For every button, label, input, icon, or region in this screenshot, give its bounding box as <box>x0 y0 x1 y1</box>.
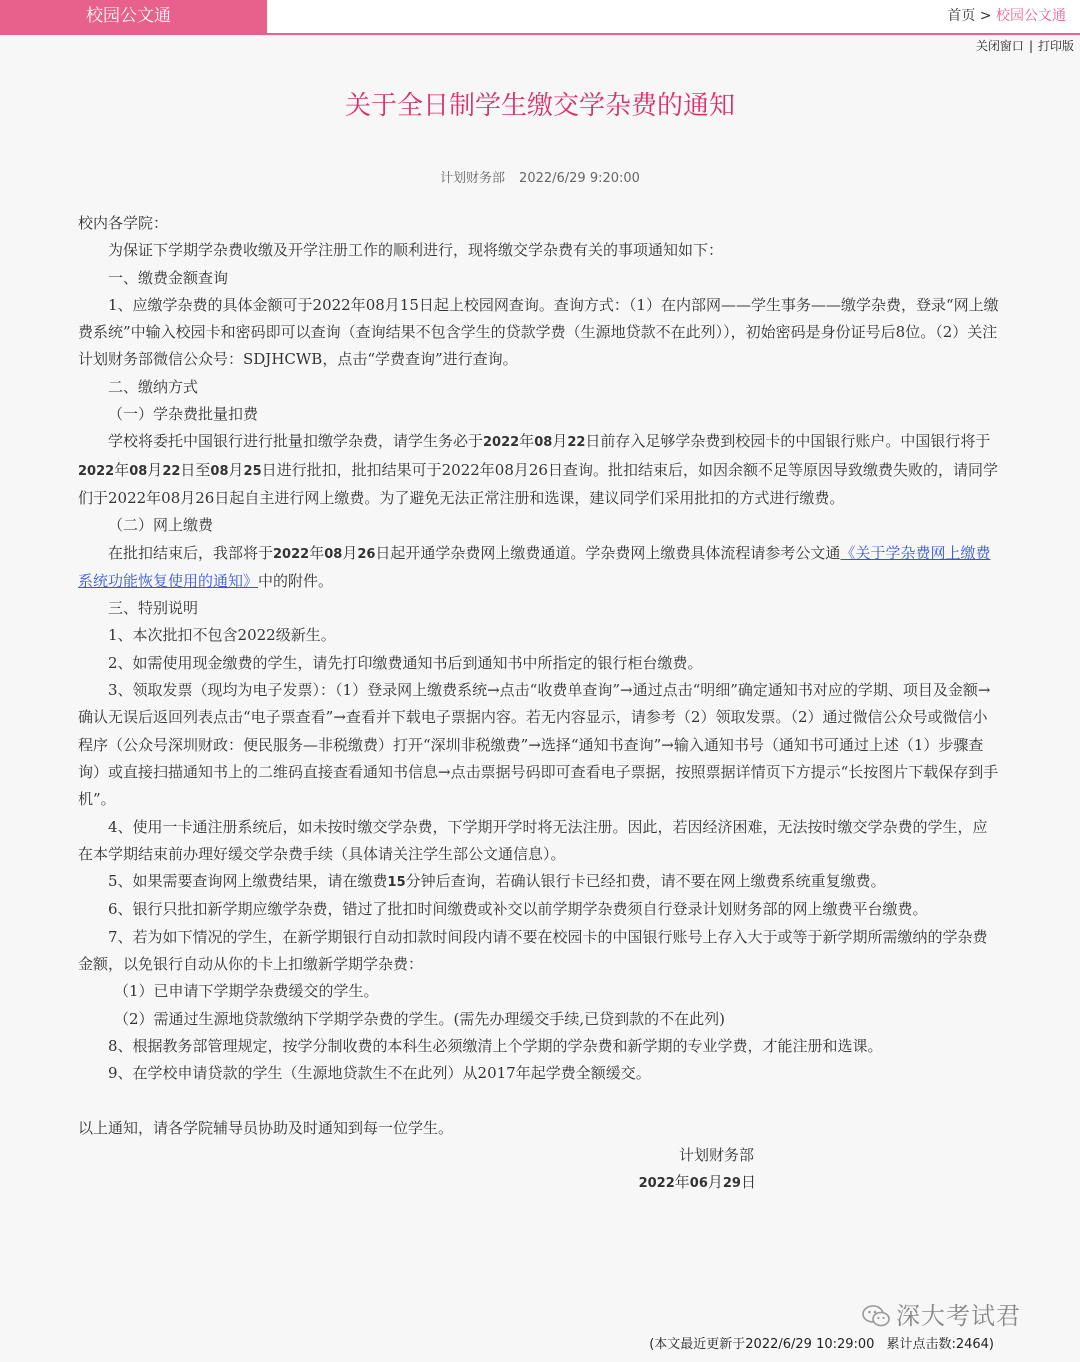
text: 年 <box>519 432 535 451</box>
tools-separator: | <box>1028 39 1033 53</box>
print-version-link[interactable]: 打印版 <box>1037 39 1074 53</box>
salutation: 校内各学院： <box>78 214 169 232</box>
breadcrumb-separator: > <box>975 8 996 24</box>
list-item: 6、银行只批扣新学期应缴学杂费，错过了批扣时间缴费或补交以前学期学杂费须自行登录计划财务部的网上缴费平台缴费。 <box>108 900 928 919</box>
bold-text: 2022 <box>483 435 520 451</box>
list-item <box>78 868 1000 896</box>
list-item: 7、若为如下情况的学生，在新学期银行自动扣款时间段内请不要在校园卡的中国银行账号上存入大于或等于新学期所需缴纳的学杂费金额，以免银行自动从你的卡上扣缴新学期学杂费： <box>78 927 988 974</box>
text: 分钟后查询，若确认银行卡已经扣费，请不要在网上缴费系统重复缴费。 <box>405 872 886 891</box>
text: 在批扣结束后，我部将于 <box>108 543 274 562</box>
list-item: 1、本次批扣不包含2022级新生。 <box>108 626 336 645</box>
list-item: 8、根据教务部管理规定，按学分制收费的本科生必须缴清上个学期的学杂费和新学期的专业学费，才能注册和选课。 <box>108 1036 883 1055</box>
publish-time: 2022/6/29 9:20:00 <box>519 171 640 186</box>
list-item: 3、领取发票（现均为电子发票）：（1）登录网上缴费系统→点击“收费单查询”→通过点击“明细”确定通知书对应的学期、项目及金额→确认无误后返回列表点击“电子票查看”→查看并下载电子票据内容。若无内容显示，请参考（2）领取发票。（2）通过微信公众号或微信小程序（公众号深圳财政：便民服务—非税缴费）打开“深圳非税缴费”→选择“通知书查询”→输入通知书号（通知书可通过上述（1）步骤查询）或直接扫描通知书上的二维码直接查看通知书信息→点击票据号码即可查看电子票据，按照票据详情页下方提示“长按图片下载保存到手机”。 <box>78 681 999 809</box>
list-item: 2、如需使用现金缴费的学生，请先打印缴费通知书后到通知书中所指定的银行柜台缴费。 <box>108 653 703 672</box>
section-heading: 一、缴费金额查询 <box>108 268 229 287</box>
click-count: 累计点击数:2464) <box>886 1337 994 1352</box>
bold-text: 29 <box>722 1176 741 1192</box>
signature-date <box>78 1169 1000 1197</box>
top-bar <box>0 0 1080 33</box>
text: 日起开通学杂费网上缴费通道。学杂费网上缴费具体流程请参考公文通 <box>375 543 841 562</box>
text: 年 <box>114 460 130 479</box>
watermark-text: 深大考试君 <box>896 1302 1021 1330</box>
bold-text: 08 <box>210 463 229 479</box>
related-notice-link[interactable]: 《关于学杂费网上缴费系统功能恢复使用的通知》 <box>78 543 991 590</box>
breadcrumb <box>947 0 1066 33</box>
subsection-heading: （二）网上缴费 <box>108 516 214 535</box>
header-divider <box>0 33 1080 35</box>
text: 中的附件。 <box>258 571 334 590</box>
bold-text: 08 <box>534 435 553 451</box>
article-body <box>78 210 1000 1197</box>
bold-text: 22 <box>162 463 181 479</box>
bold-text: 25 <box>243 463 262 479</box>
bold-text: 2022 <box>638 1176 675 1192</box>
bold-text: 06 <box>689 1176 708 1192</box>
article-meta <box>0 167 1080 186</box>
bold-text: 08 <box>129 463 148 479</box>
bold-text: 2022 <box>78 463 115 479</box>
breadcrumb-home-link[interactable]: 首页 <box>947 8 976 24</box>
page-title: 关于全日制学生缴交学杂费的通知 <box>344 91 735 121</box>
paragraph <box>78 428 1000 512</box>
text: 月 <box>228 460 244 479</box>
breadcrumb-current[interactable]: 校园公文通 <box>996 8 1066 24</box>
list-subitem: （2）需通过生源地贷款缴纳下学期学杂费的学生。(需先办理缓交手续,已贷到款的不在此列) <box>114 1009 726 1028</box>
signature-department: 计划财务部 <box>678 1145 754 1164</box>
brand-label: 校园公文通 <box>86 6 171 26</box>
text: 学校将委托中国银行进行批量扣缴学杂费，请学生务必于 <box>108 432 484 451</box>
list-item: 4、使用一卡通注册系统后，如未按时缴交学杂费，下学期开学时将无法注册。因此，若因经济困难，无法按时缴交学杂费的学生，应在本学期结束前办理好缓交学杂费手续（具体请关注学生部公文通信息）。 <box>78 817 988 863</box>
bold-text: 08 <box>324 546 343 562</box>
section-heading: 二、缴纳方式 <box>108 377 199 396</box>
text: 月 <box>707 1173 723 1192</box>
paragraph: 1、应缴学杂费的具体金额可于2022年08月15日起上校园网查询。查询方式：（1）在内部网——学生事务——缴学杂费，登录“网上缴费系统”中输入校园卡和密码即可以查询（查询结果不包含学生的贷款学费（生源地贷款不在此列）），初始密码是身份证号后8位。（2）关注计划财务部微信公众号：SDJHCWB，点击“学费查询”进行查询。 <box>78 295 999 369</box>
watermark <box>862 1296 1021 1331</box>
text: 月 <box>552 432 568 451</box>
text: 月 <box>342 543 358 562</box>
page-tools <box>976 37 1074 54</box>
bold-text: 2022 <box>273 546 310 562</box>
text: 年 <box>674 1173 690 1192</box>
bold-text: 26 <box>357 546 376 562</box>
intro-paragraph: 为保证下学期学杂费收缴及开学注册工作的顺利进行，现将缴交学杂费有关的事项通知如下： <box>108 241 724 260</box>
bold-text: 15 <box>387 875 406 891</box>
text: 年 <box>309 543 325 562</box>
text: 日 <box>740 1173 756 1192</box>
brand-tab[interactable] <box>0 0 267 33</box>
text: 日至 <box>180 460 211 479</box>
wechat-icon <box>862 1305 890 1327</box>
subsection-heading: （一）学杂费批量扣费 <box>108 405 259 424</box>
section-heading: 三、特别说明 <box>108 599 199 618</box>
last-updated: (本文最近更新于2022/6/29 10:29:00 <box>649 1337 875 1352</box>
list-subitem: （1）已申请下学期学杂费缓交的学生。 <box>114 982 379 1001</box>
text: 日前存入足够学杂费到校园卡的中国银行账户。中国银行将于 <box>585 432 991 451</box>
text: 日进行批扣，批扣结果可于2022年08月26日查询。批扣结束后，如因余额不足等原因导致缴费失败的，请同学们于2022年08月26日起自主进行网上缴费。为了避免无法正常注册和选课，建议同学们采用批扣的方式进行缴费。 <box>78 460 998 507</box>
paragraph <box>78 540 1000 596</box>
publisher: 计划财务部 <box>440 171 506 186</box>
bold-text: 22 <box>567 435 586 451</box>
closing-paragraph: 以上通知，请各学院辅导员协助及时通知到每一位学生。 <box>78 1118 454 1137</box>
close-window-link[interactable]: 关闭窗口 <box>975 39 1024 53</box>
text: 5、如果需要查询网上缴费结果，请在缴费 <box>108 872 388 891</box>
list-item: 9、在学校申请贷款的学生（生源地贷款生不在此列）从2017年起学费全额缓交。 <box>108 1064 651 1083</box>
page-footer <box>649 1333 994 1352</box>
text: 月 <box>147 460 163 479</box>
